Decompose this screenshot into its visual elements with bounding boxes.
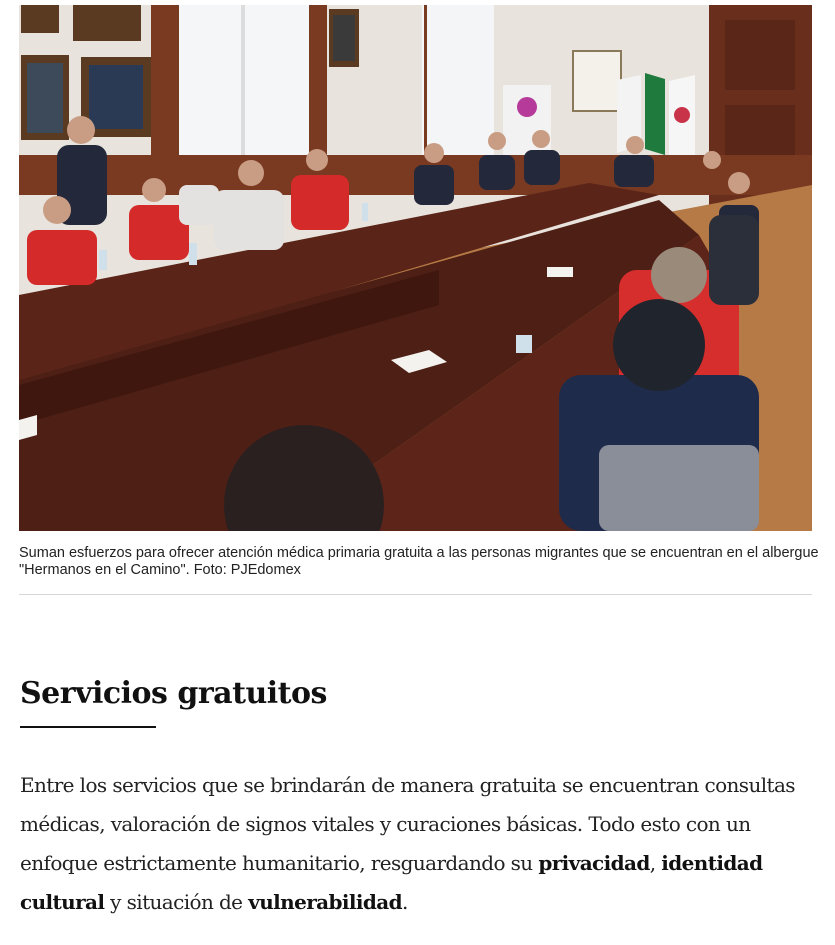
caption-divider <box>19 594 812 595</box>
section-paragraph <box>20 766 810 922</box>
photo-caption: Suman esfuerzos para ofrecer atención médica primaria gratuita a las personas migrantes que se encuentran en el albergue "Hermanos en el Camino". Foto: PJEdomex <box>19 545 819 578</box>
section-heading: Servicios gratuitos <box>20 676 327 711</box>
paragraph-text-1: Entre los servicios que se brindarán de manera gratuita se encuentran consultas médicas, valoración de signos vitales y curaciones básicas. Todo esto con un enfoque estrictamente humanitario, resguardando su <box>20 773 795 875</box>
paragraph-text-2: y situación de <box>104 890 249 914</box>
article-photo <box>19 5 812 531</box>
emphasis-vulnerabilidad: vulnerabilidad <box>248 890 403 914</box>
emphasis-identidad-cultural: identidad cultural <box>20 851 763 914</box>
emphasis-privacidad: privacidad <box>538 851 650 875</box>
heading-underline <box>20 726 156 728</box>
paragraph-end: . <box>402 890 408 914</box>
paragraph-separator: , <box>649 851 662 875</box>
